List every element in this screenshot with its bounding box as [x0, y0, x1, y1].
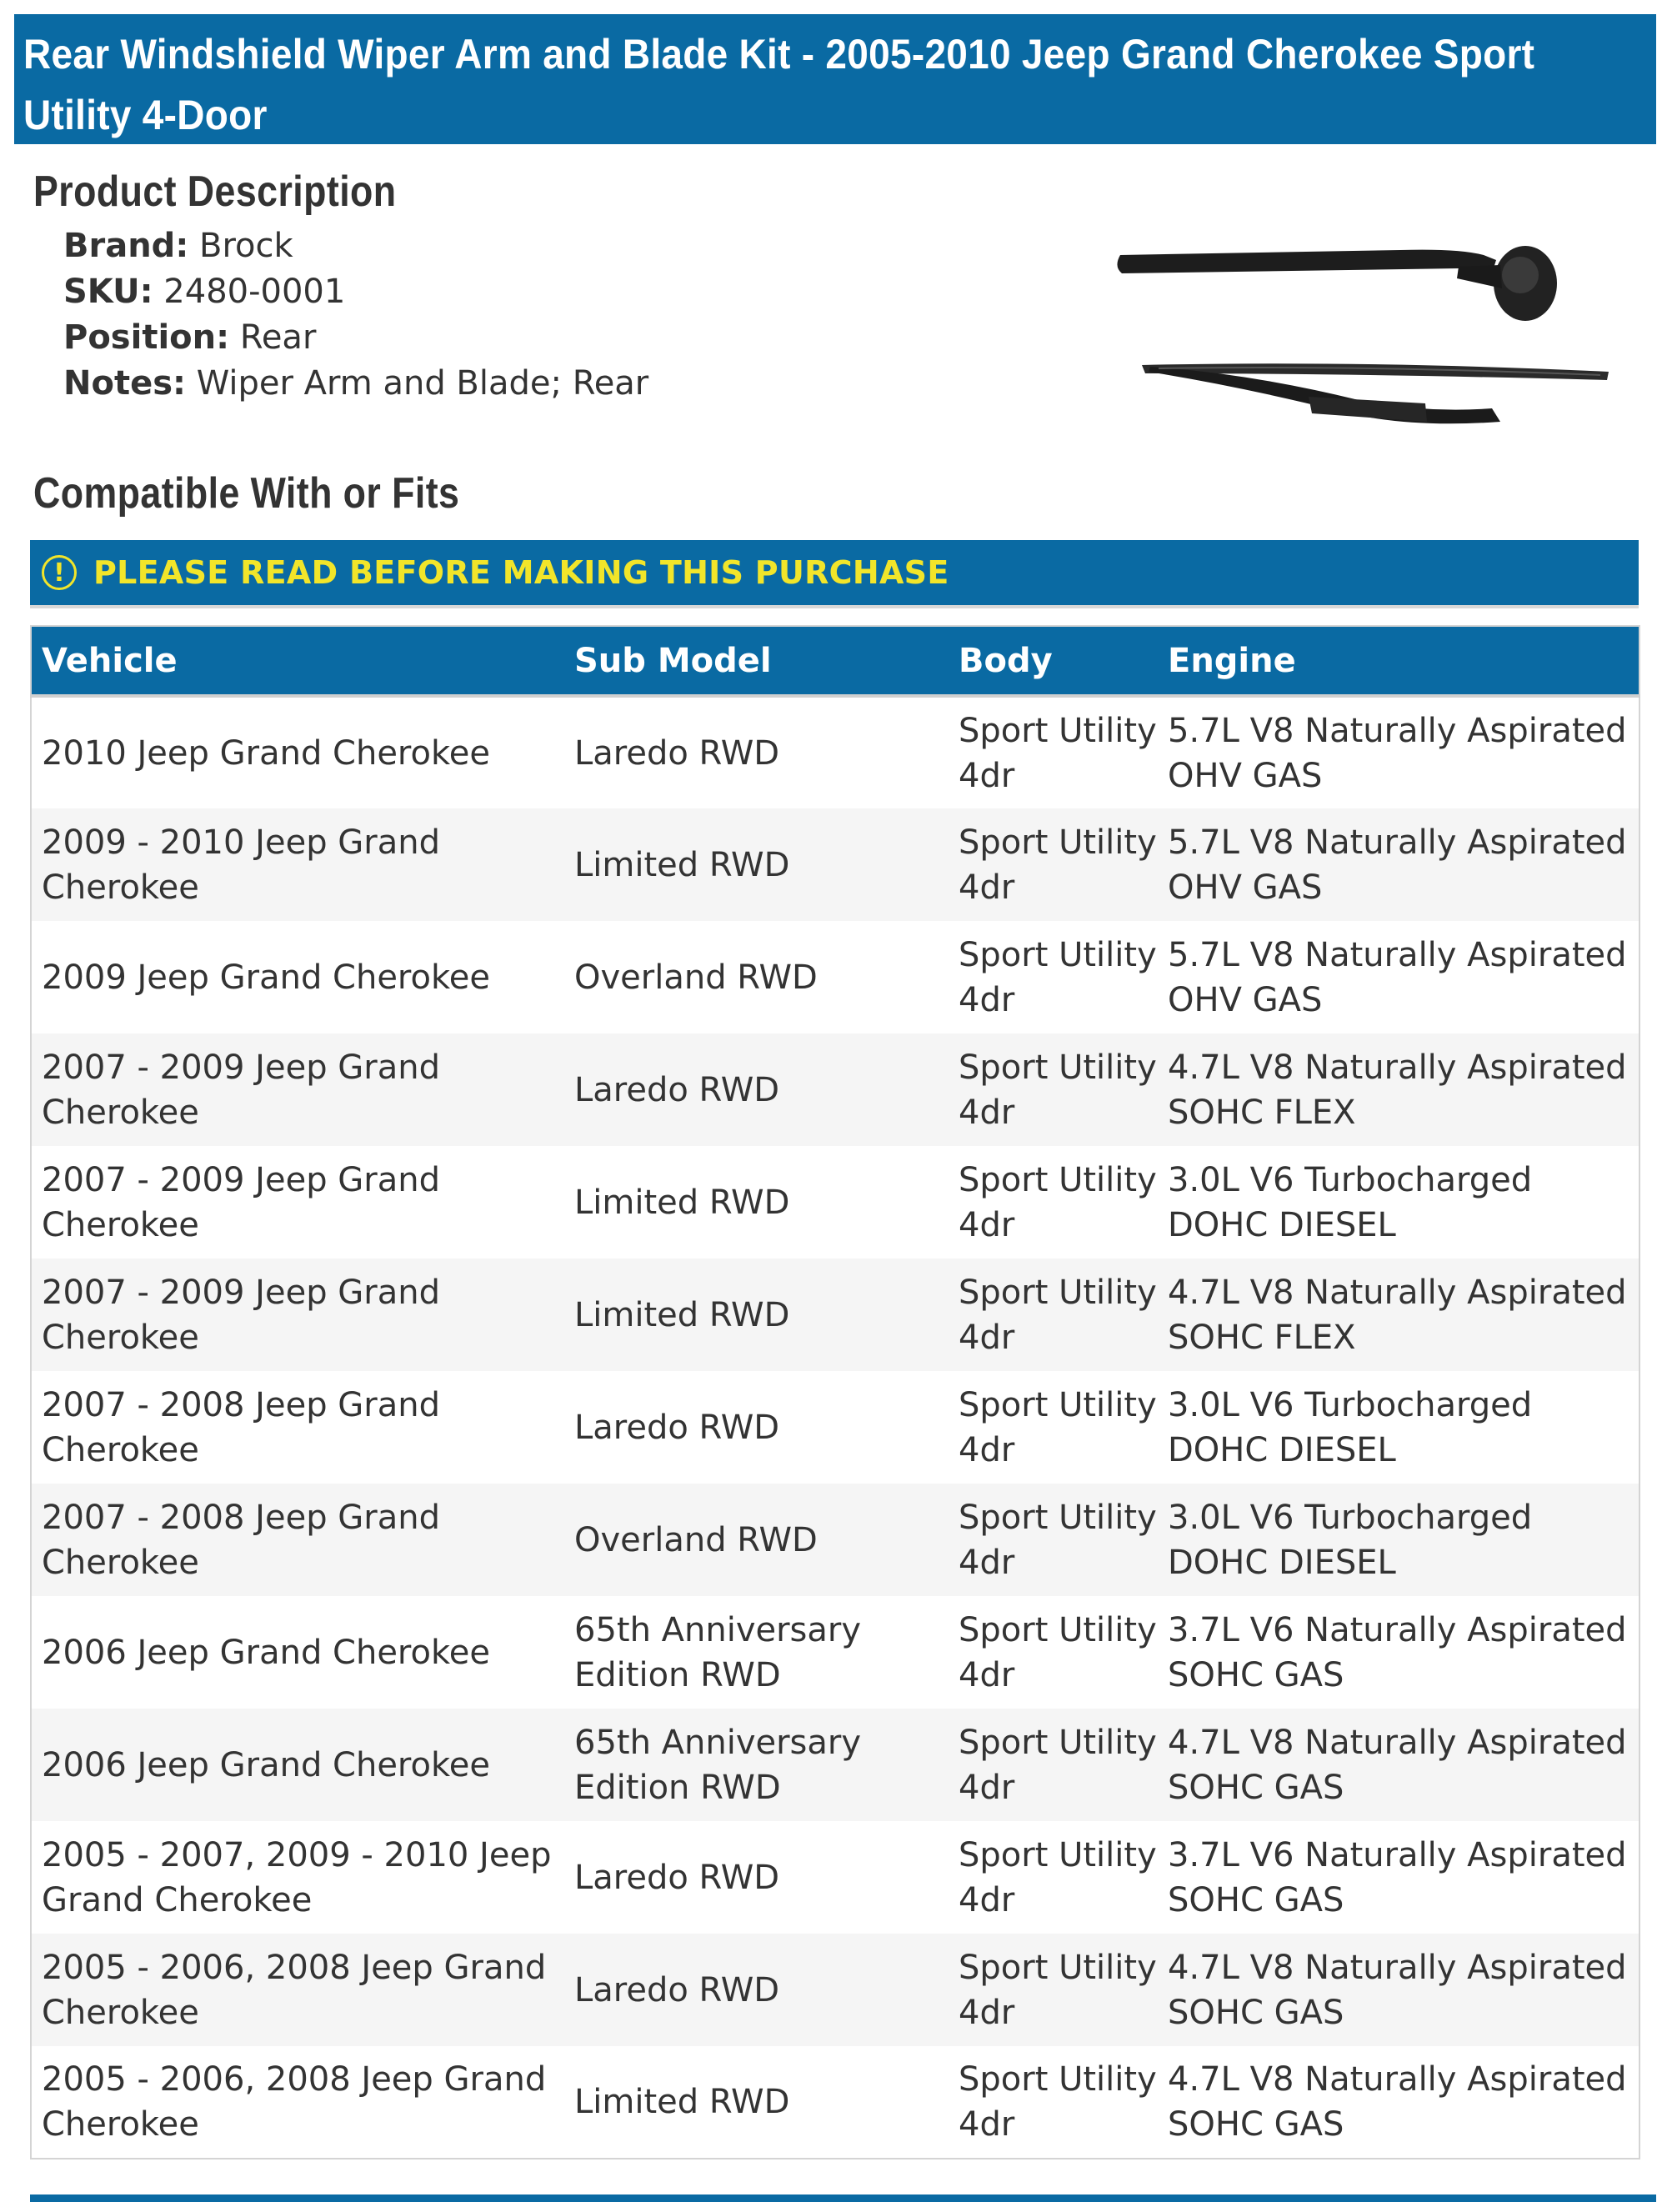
cell-vehicle: 2010 Jeep Grand Cherokee: [42, 733, 490, 773]
cell-body: Sport Utility 4dr: [949, 1033, 1158, 1146]
column-header-vehicle: Vehicle: [31, 626, 564, 696]
table-row: [31, 808, 1639, 921]
cell-engine: 3.0L V6 Turbocharged DOHC DIESEL: [1158, 1484, 1639, 1596]
cell-sub-model: Limited RWD: [574, 1183, 790, 1222]
sku-value: 2480-0001: [163, 273, 346, 311]
product-details: [63, 223, 648, 407]
table-row: [31, 921, 1639, 1033]
position-label: Position:: [63, 318, 230, 357]
brand-value: Brock: [199, 227, 293, 265]
cell-sub-model: Laredo RWD: [574, 1858, 780, 1897]
table-row: [31, 1484, 1639, 1596]
notes-value: Wiper Arm and Blade; Rear: [196, 364, 649, 403]
table-row: [31, 1709, 1639, 1821]
cell-body: Sport Utility 4dr: [959, 1160, 1157, 1244]
cell-engine: 4.7L V8 Naturally Aspirated SOHC FLEX: [1158, 1259, 1639, 1371]
cell-engine: 5.7L V8 Naturally Aspirated OHV GAS: [1158, 808, 1639, 921]
cell-engine: 4.7L V8 Naturally Aspirated SOHC GAS: [1158, 1934, 1639, 2046]
position-value: Rear: [239, 318, 317, 357]
cell-body: Sport Utility 4dr: [949, 808, 1158, 921]
cell-sub-model: Laredo RWD: [574, 733, 780, 773]
cell-sub-model: Laredo RWD: [574, 1408, 780, 1447]
table-row: [31, 1821, 1639, 1934]
wiper-arm-icon: [1117, 246, 1557, 321]
cell-body: Sport Utility 4dr: [959, 1835, 1157, 1919]
cell-sub-model: Limited RWD: [574, 2083, 790, 2121]
cell-sub-model: Laredo RWD: [564, 1934, 949, 2046]
notes-label: Notes:: [63, 364, 187, 403]
cell-body: Sport Utility 4dr: [949, 1934, 1158, 2046]
cell-body: Sport Utility 4dr: [959, 711, 1157, 795]
cell-sub-model: Laredo RWD: [564, 1033, 949, 1146]
table-row: [31, 1934, 1639, 2046]
page-title: Rear Windshield Wiper Arm and Blade Kit - 2005-2010 Jeep Grand Cherokee Sport Utility 4-Door: [23, 31, 1535, 138]
cell-body: Sport Utility 4dr: [949, 1709, 1158, 1821]
table-row: [31, 696, 1639, 808]
table-row: [31, 1146, 1639, 1259]
cell-sub-model: 65th Anniversary Edition RWD: [574, 1610, 862, 1694]
brand-label: Brand:: [63, 227, 189, 265]
cell-vehicle: 2005 - 2006, 2008 Jeep Grand Cherokee: [42, 2060, 547, 2144]
compatibility-heading: Compatible With or Fits: [33, 469, 460, 518]
cell-engine: 5.7L V8 Naturally Aspirated OHV GAS: [1168, 935, 1627, 1019]
column-header-body: Body: [949, 626, 1158, 696]
table-header-row: [31, 626, 1639, 696]
position-row: [63, 315, 648, 361]
cell-vehicle: 2005 - 2007, 2009 - 2010 Jeep Grand Cherokee: [42, 1835, 552, 1919]
cell-sub-model: Overland RWD: [564, 1484, 949, 1596]
cell-engine: 3.0L V6 Turbocharged DOHC DIESEL: [1168, 1385, 1533, 1469]
title-bar: [14, 14, 1656, 144]
cell-sub-model: Limited RWD: [564, 808, 949, 921]
cell-sub-model: 65th Anniversary Edition RWD: [564, 1709, 949, 1821]
cell-engine: 4.7L V8 Naturally Aspirated SOHC FLEX: [1158, 1033, 1639, 1146]
cell-vehicle: 2009 Jeep Grand Cherokee: [42, 958, 490, 997]
notes-row: [63, 361, 648, 407]
bottom-divider: [30, 2194, 1656, 2202]
cell-vehicle: 2007 - 2009 Jeep Grand Cherokee: [31, 1259, 564, 1371]
column-header-engine: Engine: [1158, 626, 1639, 696]
cell-vehicle: 2007 - 2009 Jeep Grand Cherokee: [31, 1033, 564, 1146]
cell-engine: 3.0L V6 Turbocharged DOHC DIESEL: [1168, 1160, 1533, 1244]
table-row: [31, 1033, 1639, 1146]
cell-engine: 4.7L V8 Naturally Aspirated SOHC GAS: [1168, 2060, 1627, 2144]
cell-vehicle: 2005 - 2006, 2008 Jeep Grand Cherokee: [31, 1934, 564, 2046]
table-row: [31, 2046, 1639, 2159]
cell-body: Sport Utility 4dr: [959, 1385, 1157, 1469]
cell-body: Sport Utility 4dr: [949, 1259, 1158, 1371]
purchase-notice-bar: [30, 540, 1639, 608]
wiper-blade-icon: [1142, 363, 1609, 423]
wiper-arm-and-blade-image: [1109, 225, 1625, 442]
cell-vehicle: 2007 - 2008 Jeep Grand Cherokee: [31, 1484, 564, 1596]
cell-engine: 4.7L V8 Naturally Aspirated SOHC GAS: [1158, 1709, 1639, 1821]
cell-engine: 5.7L V8 Naturally Aspirated OHV GAS: [1168, 711, 1627, 795]
cell-engine: 3.7L V6 Naturally Aspirated SOHC GAS: [1168, 1610, 1627, 1694]
cell-body: Sport Utility 4dr: [959, 935, 1157, 1019]
purchase-notice-text: PLEASE READ BEFORE MAKING THIS PURCHASE: [93, 554, 949, 591]
cell-body: Sport Utility 4dr: [959, 2060, 1157, 2144]
brand-row: [63, 223, 648, 269]
cell-body: Sport Utility 4dr: [959, 1610, 1157, 1694]
cell-body: Sport Utility 4dr: [949, 1484, 1158, 1596]
column-header-sub-model: Sub Model: [564, 626, 949, 696]
table-row: [31, 1259, 1639, 1371]
sku-label: SKU:: [63, 273, 153, 311]
cell-vehicle: 2006 Jeep Grand Cherokee: [31, 1709, 564, 1821]
cell-vehicle: 2007 - 2009 Jeep Grand Cherokee: [42, 1160, 440, 1244]
cell-sub-model: Limited RWD: [564, 1259, 949, 1371]
cell-vehicle: 2006 Jeep Grand Cherokee: [42, 1633, 490, 1672]
cell-engine: 3.7L V6 Naturally Aspirated SOHC GAS: [1168, 1835, 1627, 1919]
cell-sub-model: Overland RWD: [574, 958, 818, 997]
cell-vehicle: 2009 - 2010 Jeep Grand Cherokee: [31, 808, 564, 921]
product-description-heading: Product Description: [33, 168, 397, 216]
compatibility-table: [30, 625, 1640, 2159]
exclamation-circle-icon: !: [42, 555, 77, 590]
sku-row: [63, 269, 648, 315]
table-row: [31, 1371, 1639, 1484]
table-row: [31, 1596, 1639, 1709]
cell-vehicle: 2007 - 2008 Jeep Grand Cherokee: [42, 1385, 440, 1469]
